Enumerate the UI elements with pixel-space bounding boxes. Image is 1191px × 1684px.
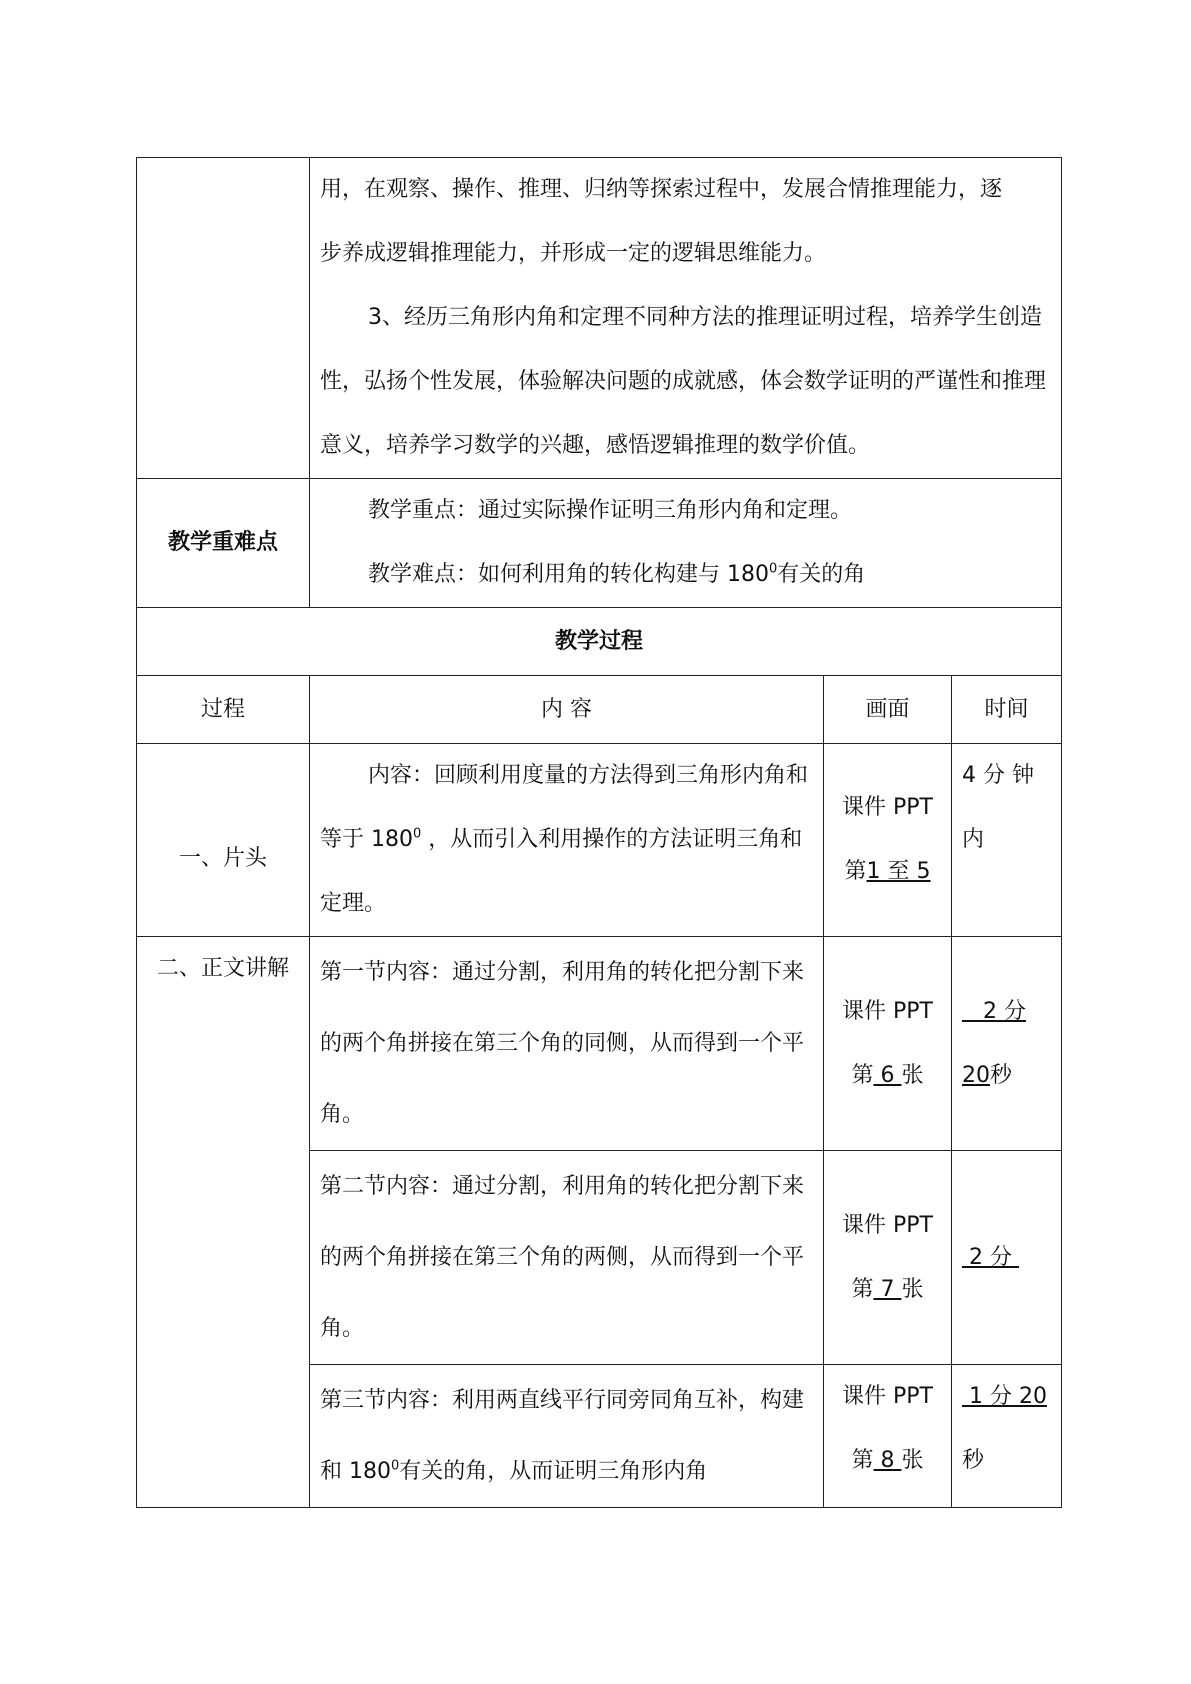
screen-prefix: 第	[851, 1062, 874, 1088]
process-title: 教学过程	[137, 608, 1062, 676]
screen-suffix: 张	[901, 1062, 924, 1088]
screen-line-1: 课件 PPT	[842, 795, 933, 820]
time-line-2: 秒	[962, 1448, 985, 1473]
degree-superscript: 0	[413, 826, 422, 842]
time-line-2	[962, 1044, 1051, 1108]
screen-line-1: 课件 PPT	[842, 998, 933, 1024]
degree-superscript: 0	[391, 1458, 400, 1474]
time-seconds: 20	[962, 1062, 990, 1088]
time-line-1: 1 分 20	[962, 1384, 1047, 1409]
content-cell	[310, 1151, 824, 1365]
screen-prefix: 第	[844, 859, 867, 884]
content-cell	[310, 744, 824, 937]
teaching-difficulty	[320, 543, 1051, 607]
content-cell	[310, 1365, 824, 1508]
screen-suffix: 张	[901, 1276, 924, 1302]
stage-label: 一、片头	[178, 846, 267, 871]
difficulty-text-a: 教学难点：如何利用角的转化构建与 180	[368, 562, 769, 587]
table-row	[137, 744, 1062, 937]
content-text: 第二节内容：通过分割，利用角的转化把分割下来的两个角拼接在第三个角的两侧，从而得到一个平角。	[320, 1174, 805, 1341]
screen-cell	[824, 1365, 952, 1508]
time-cell	[952, 937, 1062, 1151]
screen-cell	[824, 937, 952, 1151]
time-cell	[952, 1151, 1062, 1365]
screen-line-2	[824, 1258, 951, 1322]
content-cell	[310, 937, 824, 1151]
content-text	[320, 1365, 813, 1507]
screen-line-2	[824, 1044, 951, 1108]
content-text-a: 第三节内容：利用两直线平行同旁同角互补，构建和 180	[320, 1388, 805, 1484]
content-text: 第一节内容：通过分割，利用角的转化把分割下来的两个角拼接在第三个角的同侧，从而得到一个平角。	[320, 960, 805, 1127]
stage-cell	[137, 937, 310, 1508]
column-header-content: 内 容	[310, 676, 824, 744]
objectives-line-1: 用，在观察、操作、推理、归纳等探索过程中，发展合情推理能力，逐	[320, 177, 1003, 202]
degree-superscript: 0	[769, 561, 778, 577]
slide-number: 6	[873, 1062, 902, 1088]
content-text	[320, 744, 813, 936]
time-line-2: 内	[962, 827, 985, 852]
time-line-1: 2 分	[962, 1244, 1019, 1270]
time-cell	[952, 744, 1062, 937]
slide-range: 1 至 5	[866, 859, 931, 884]
screen-line-1: 课件 PPT	[842, 1384, 933, 1409]
slide-number: 8	[873, 1448, 902, 1473]
difficulty-text-b: 有关的角	[777, 562, 866, 587]
content-text-a: 内容：回顾利用度量的方法得到三角形内角和等于 180	[320, 763, 809, 852]
content-text-b: 有关的角，从而证明三角形内角	[399, 1459, 708, 1484]
slide-number: 7	[873, 1276, 902, 1302]
stage-label: 二、正文讲解	[156, 956, 289, 981]
screen-line-1: 课件 PPT	[842, 1212, 933, 1238]
time-line-1: 4 分 钟	[962, 763, 1034, 788]
objectives-line-2: 步养成逻辑推理能力，并形成一定的逻辑思维能力。	[320, 241, 827, 266]
process-title-row	[137, 608, 1062, 676]
objectives-row	[137, 158, 1062, 479]
screen-suffix: 张	[901, 1448, 924, 1473]
content-text-b: ，从而引入利用操作的方法证明三角和定理。	[320, 827, 803, 916]
key-points-cell	[310, 479, 1062, 608]
stage-cell	[137, 744, 310, 937]
column-header-time: 时间	[952, 676, 1062, 744]
table-row	[137, 937, 1062, 1151]
screen-line-2	[824, 1429, 951, 1493]
screen-prefix: 第	[851, 1448, 874, 1473]
objectives-cell	[310, 158, 1062, 479]
time-cell	[952, 1365, 1062, 1508]
lesson-plan-table	[136, 157, 1062, 1508]
teaching-focus: 教学重点：通过实际操作证明三角形内角和定理。	[368, 498, 853, 523]
screen-cell	[824, 1151, 952, 1365]
screen-prefix: 第	[851, 1276, 874, 1302]
screen-line-2	[824, 840, 951, 904]
header-row	[137, 676, 1062, 744]
column-header-stage: 过程	[137, 676, 310, 744]
objectives-item-3: 3、经历三角形内角和定理不同种方法的推理证明过程，培养学生创造性，弘扬个性发展，体验解决问题的成就感，体会数学证明的严谨性和推理意义，培养学习数学的兴趣，感悟逻辑推理的数学价值。	[320, 305, 1047, 458]
objectives-label-cell	[137, 158, 310, 479]
key-points-label: 教学重难点	[137, 479, 310, 608]
screen-cell	[824, 744, 952, 937]
time-line-1: 2 分	[962, 998, 1026, 1024]
key-points-row	[137, 479, 1062, 608]
time-suffix: 秒	[990, 1062, 1013, 1088]
column-header-screen: 画面	[824, 676, 952, 744]
